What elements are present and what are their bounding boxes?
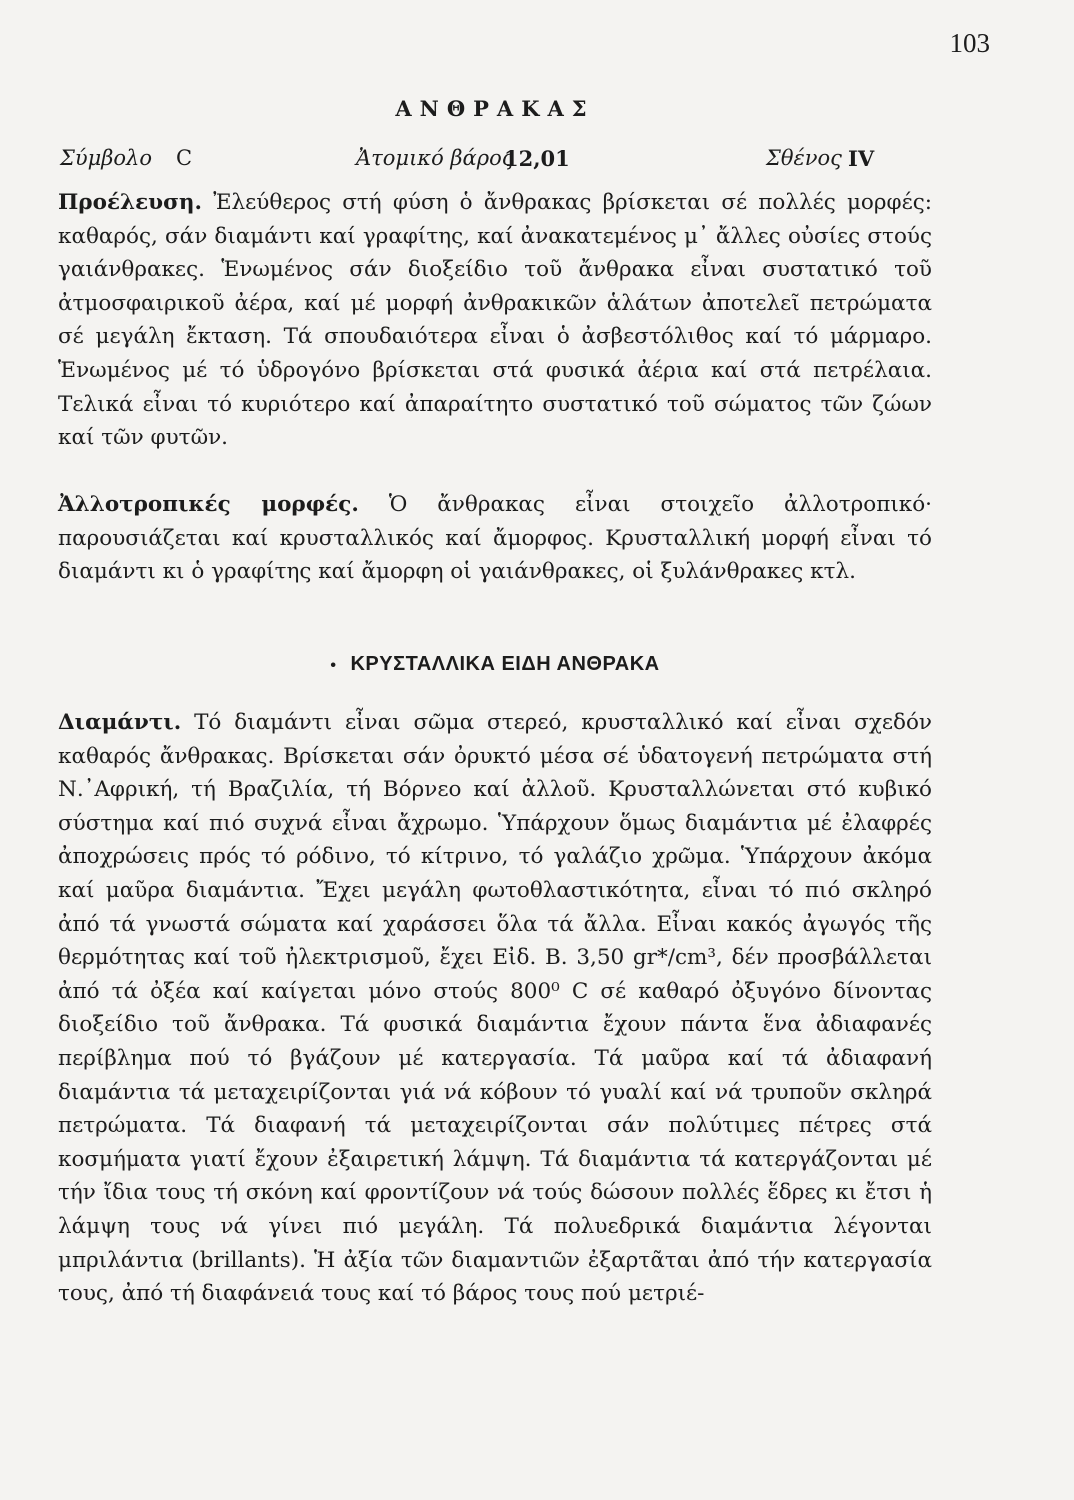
allotropes-text: Ὁ ἄνθρακας εἶναι στοιχεῖο ἀλλοτροπικό· παρουσιάζεται καί κρυσταλλικός καί ἄμορφος. Κρυσταλλική μορφή εἶναι τό διαμάντι κι ὁ γραφίτης καί ἄμορφη οἱ γαιάνθρακες, οἱ ξυλάνθρακες κτλ. [58, 492, 932, 585]
origin-paragraph [58, 186, 932, 455]
allotropes-heading: Ἀλλοτροπικές μορφές. [58, 492, 359, 517]
atomic-weight-label: Ἀτομικό βάρος [356, 146, 514, 170]
allotropes-paragraph [58, 488, 932, 589]
symbol-value: C [176, 146, 193, 170]
bullet-mark: • [330, 657, 337, 674]
crystalline-forms-heading-text: ΚΡΥΣΤΑΛΛΙΚΑ ΕΙΔΗ ΑΝΘΡΑΚΑ [350, 653, 660, 675]
chapter-title: ΑΝΘΡΑΚΑΣ [395, 96, 595, 121]
diamond-heading: Διαμάντι. [58, 710, 182, 735]
valence-label: Σθένος [766, 146, 842, 170]
diamond-text: Τό διαμάντι εἶναι σῶμα στερεό, κρυσταλλικό καί εἶναι σχεδόν καθαρός ἄνθρακας. Βρίσκεται σάν ὀρυκτό μέσα σέ ὑδατογενή πετρώματα στή Ν.᾽Αφρική, τή Βραζιλία, τή Βόρνεο καί ἀλλοῦ. Κρυσταλλώνεται στό κυβικό σύστημα καί πιό συχνά εἶναι ἄχρωμο. Ὑπάρχουν ὅμως διαμάντια μέ ἐλαφρές ἀποχρώσεις πρός τό ρόδινο, τό κίτρινο, τό γαλάζιο χρῶμα. Ὑπάρχουν ἀκόμα καί μαῦρα διαμάντια. Ἔχει μεγάλη φωτοθλαστικότητα, εἶναι τό πιό σκληρό ἀπό τά γνωστά σώματα καί χαράσσει ὅλα τά ἄλλα. Εἶναι κακός ἀγωγός τῆς θερμότητας καί τοῦ ἠλεκτρισμοῦ, ἔχει Εἰδ. Β. 3,50 gr*/cm³, δέν προσβάλλεται ἀπό τά ὀξέα καί καίγεται μόνο στούς 800⁰ C σέ καθαρό ὀξυγόνο δίνοντας διοξείδιο τοῦ ἄνθρακα. Τά φυσικά διαμάντια ἔχουν πάντα ἕνα ἀδιαφανές περίβλημα πού τό βγάζουν μέ κατεργασία. Τά μαῦρα καί τά ἀδιαφανή διαμάντια τά μεταχειρίζονται γιά νά κόβουν τό γυαλί καί νά τρυποῦν σκληρά πετρώματα. Τά διαφανή τά μεταχειρίζονται σάν πολύτιμες πέτρες στά κοσμήματα γιατί ἔχουν ἐξαιρετική λάμψη. Τά διαμάντια τά κατεργάζονται μέ τήν ἴδια τους τή σκόνη καί φροντίζουν νά τούς δώσουν πολλές ἕδρες κι ἔτσι ἡ λάμψη τους νά γίνει πιό μεγάλη. Τά πολυεδρικά διαμάντια λέγονται μπριλάντια (brillants). Ἡ ἀξία τῶν διαμαντιῶν ἐξαρτᾶται ἀπό τήν κατεργασία τους, ἀπό τή διαφάνειά τους καί τό βάρος τους πού μετριέ- [58, 710, 932, 1307]
symbol-label: Σύμβολο [60, 146, 152, 170]
diamond-paragraph [58, 706, 932, 1311]
element-properties [58, 146, 932, 176]
origin-text: Ἐλεύθερος στή φύση ὁ ἄνθρακας βρίσκεται σέ πολλές μορφές: καθαρός, σάν διαμάντι καί γραφίτης, καί ἀνακατεμένος μ᾽ ἄλλες οὐσίες στούς γαιάνθρακες. Ἑνωμένος σάν διοξείδιο τοῦ ἄνθρακα εἶναι συστατικό τοῦ ἀτμοσφαιρικοῦ ἀέρα, καί μέ μορφή ἀνθρακικῶν ἁλάτων ἀποτελεῖ πετρώματα σέ μεγάλη ἔκταση. Τά σπουδαιότερα εἶναι ὁ ἀσβεστόλιθος καί τό μάρμαρο. Ἑνωμένος μέ τό ὑδρογόνο βρίσκεται στά φυσικά ἀέρια καί στά πετρέλαια. Τελικά εἶναι τό κυριότερο καί ἀπαραίτητο συστατικό τοῦ σώματος τῶν ζώων καί τῶν φυτῶν. [58, 190, 932, 451]
origin-heading: Προέλευση. [58, 190, 203, 215]
valence-value: IV [848, 146, 875, 171]
page-number: 103 [949, 28, 990, 58]
book-page [58, 0, 990, 1500]
crystalline-forms-heading [58, 653, 932, 676]
atomic-weight-value: 12,01 [504, 146, 570, 171]
